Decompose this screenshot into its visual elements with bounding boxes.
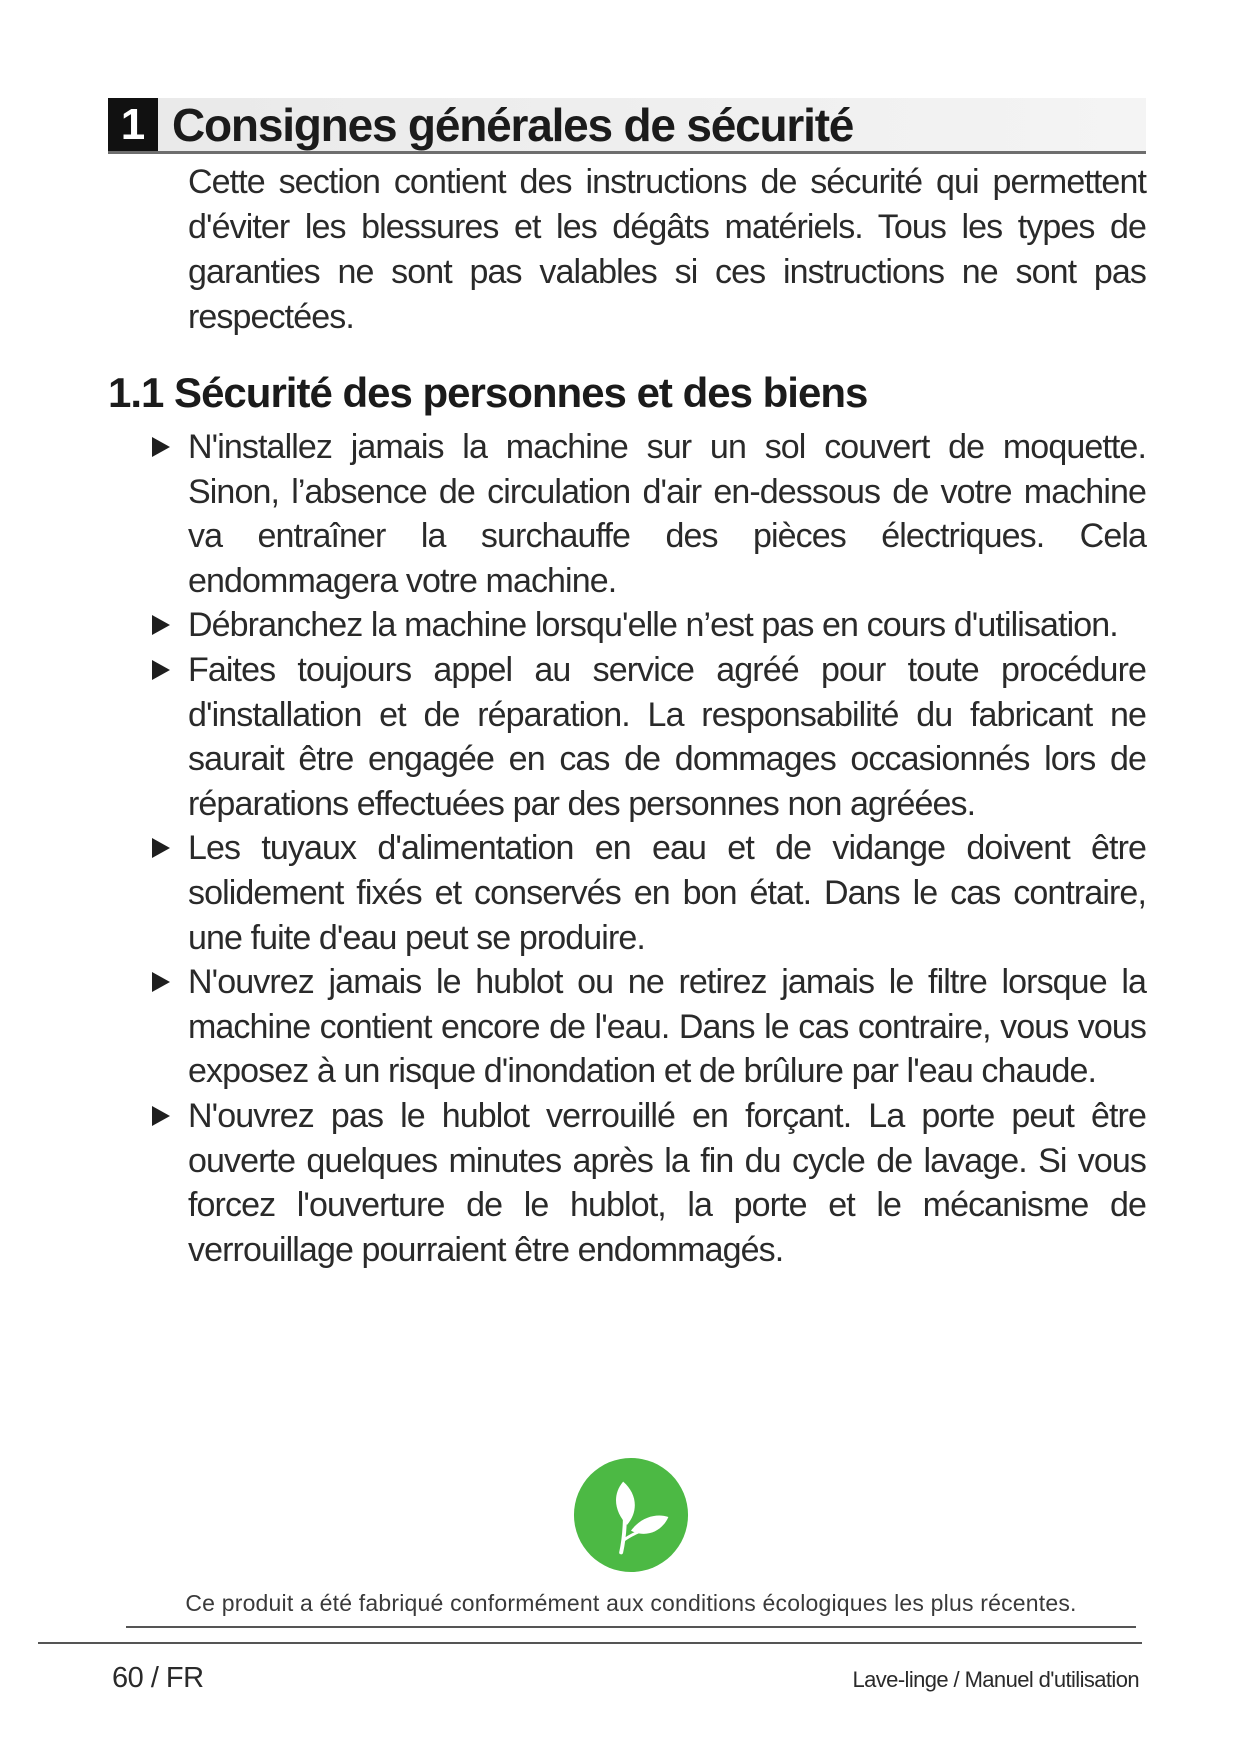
eco-divider xyxy=(126,1626,1136,1628)
list-item xyxy=(148,603,1146,648)
eco-statement: Ce produit a été fabriqué conformément aux conditions écologiques les plus récentes. xyxy=(185,1590,1077,1616)
list-item-text: Débranchez la machine lorsqu'elle n’est pas en cours d'utilisation. xyxy=(188,606,1118,645)
triangle-bullet-icon xyxy=(152,1106,170,1126)
list-item xyxy=(148,425,1146,603)
triangle-bullet-icon xyxy=(152,615,170,635)
triangle-bullet-icon xyxy=(152,660,170,680)
list-item xyxy=(148,960,1146,1094)
footer-divider xyxy=(38,1642,1142,1644)
manual-title: Lave-linge / Manuel d'utilisation xyxy=(852,1667,1139,1692)
triangle-bullet-icon xyxy=(152,437,170,457)
triangle-bullet-icon xyxy=(152,838,170,858)
page-number: 60 / FR xyxy=(112,1662,204,1694)
section-title: Consignes générales de sécurité xyxy=(172,99,854,151)
section-intro: Cette section contient des instructions de sécurité qui permettent d'éviter les blessures et les dégâts matériels. Tous les types de garanties ne sont pas valables si ces instructions ne sont pas respectées. xyxy=(188,163,1146,336)
list-item xyxy=(148,826,1146,960)
list-item-text: Faites toujours appel au service agréé pour toute procédure d'installation et de réparation. La responsabilité du fabricant ne saurait être engagée en cas de dommages occasionnés lors de réparations effectuées par des personnes non agréées. xyxy=(188,650,1146,823)
list-item xyxy=(148,1094,1146,1272)
safety-list xyxy=(148,425,1146,1272)
list-item-text: N'ouvrez pas le hublot verrouillé en forçant. La porte peut être ouverte quelques minutes après la fin du cycle de lavage. Si vous forcez l'ouverture de le hublot, la porte et le mécanisme de verrouillage pourraient être endommagés. xyxy=(188,1096,1146,1269)
section-number: 1 xyxy=(108,98,158,151)
list-item-text: N'ouvrez jamais le hublot ou ne retirez jamais le filtre lorsque la machine contient encore de l'eau. Dans le cas contraire, vous vous exposez à un risque d'inondation et de brûlure par l'eau chaude. xyxy=(188,963,1146,1091)
leaf-icon xyxy=(572,1456,690,1574)
list-item xyxy=(148,648,1146,826)
subsection-title: 1.1 Sécurité des personnes et des biens xyxy=(108,369,868,416)
section-header xyxy=(108,98,1146,154)
list-item-text: N'installez jamais la machine sur un sol couvert de moquette. Sinon, l’absence de circulation d'air en-dessous de votre machine va entraîner la surchauffe des pièces électriques. Cela endommagera votre machine. xyxy=(188,428,1146,600)
list-item-text: Les tuyaux d'alimentation en eau et de vidange doivent être solidement fixés et conservés en bon état. Dans le cas contraire, une fuite d'eau peut se produire. xyxy=(188,829,1146,957)
triangle-bullet-icon xyxy=(152,972,170,992)
